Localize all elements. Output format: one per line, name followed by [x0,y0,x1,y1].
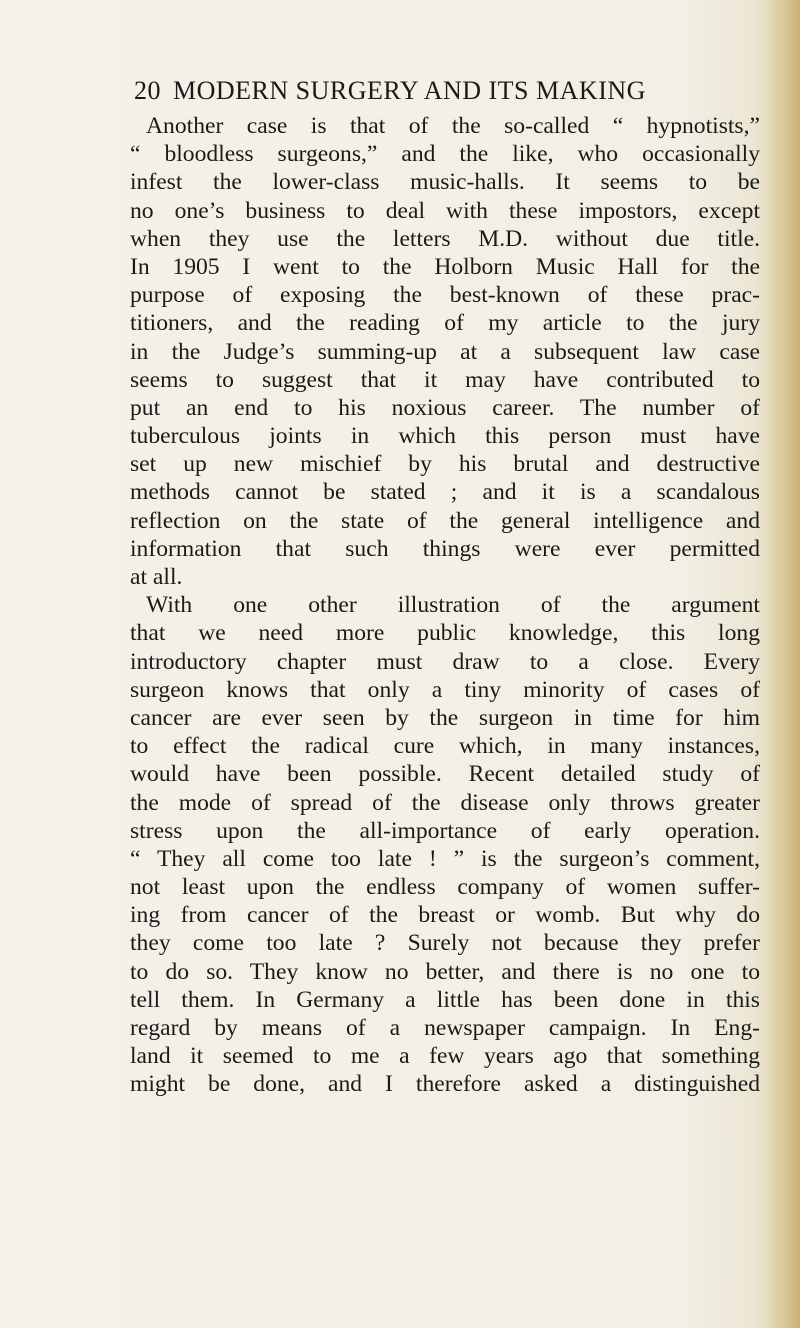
text-line: set up new mischief by his brutal and destructive [130,451,760,478]
text-line: “ They all come too late ! ” is the surgeon’s comment, [130,845,760,872]
text-line: introductory chapter must draw to a close. Every [130,648,760,675]
text-line: regard by means of a newspaper campaign. In Eng- [130,1015,760,1041]
body-text [130,112,760,1099]
text-line: to do so. They know no better, and there is no one to [130,958,760,985]
text-line: that we need more public knowledge, this long [130,620,760,647]
text-line: might be done, and I therefore asked a distinguished [130,1071,760,1098]
text-line: in the Judge’s summing-up at a subsequent law case [130,338,760,365]
text-line: put an end to his noxious career. The number of [130,394,760,421]
text-line: would have been possible. Recent detailed study of [130,761,760,788]
running-title: MODERN SURGERY AND ITS MAKING [173,76,646,105]
page-edge-stain [764,0,800,1328]
text-line: infest the lower-class music-halls. It seems to be [130,169,760,196]
text-line: information that such things were ever permitted [130,535,760,562]
running-header [134,76,734,110]
text-line: surgeon knows that only a tiny minority of cases of [130,676,760,703]
text-line: methods cannot be stated ; and it is a scandalous [130,479,760,506]
text-line: when they use the letters M.D. without due title. [130,225,760,252]
text-line: “ bloodless surgeons,” and the like, who occasionally [130,141,760,168]
text-line: reflection on the state of the general intelligence and [130,507,760,534]
text-line: to effect the radical cure which, in many instances, [130,733,760,760]
text-line: Another case is that of the so-called “ hypnotists,” [146,113,760,139]
text-line: With one other illustration of the argument [146,592,760,619]
text-line: not least upon the endless company of women suffer- [130,874,760,901]
text-line: the mode of spread of the disease only throws greater [130,789,760,816]
text-line: titioners, and the reading of my article to the jury [130,310,760,337]
text-line: In 1905 I went to the Holborn Music Hall for the [130,253,760,280]
text-line: seems to suggest that it may have contributed to [130,366,760,393]
text-line: tell them. In Germany a little has been done in this [130,986,760,1013]
text-line: stress upon the all-importance of early operation. [130,817,760,844]
text-line: cancer are ever seen by the surgeon in time for him [130,704,760,731]
text-line: purpose of exposing the best-known of these prac- [130,282,760,309]
text-line: land it seemed to me a few years ago that something [130,1043,760,1070]
text-line: they come too late ? Surely not because they prefer [130,930,760,957]
text-line: no one’s business to deal with these impostors, except [130,197,760,224]
text-line: ing from cancer of the breast or womb. But why do [130,902,760,929]
text-line: tuberculous joints in which this person must have [130,423,760,450]
page-number: 20 [134,76,161,105]
text-line: at all. [130,564,183,590]
